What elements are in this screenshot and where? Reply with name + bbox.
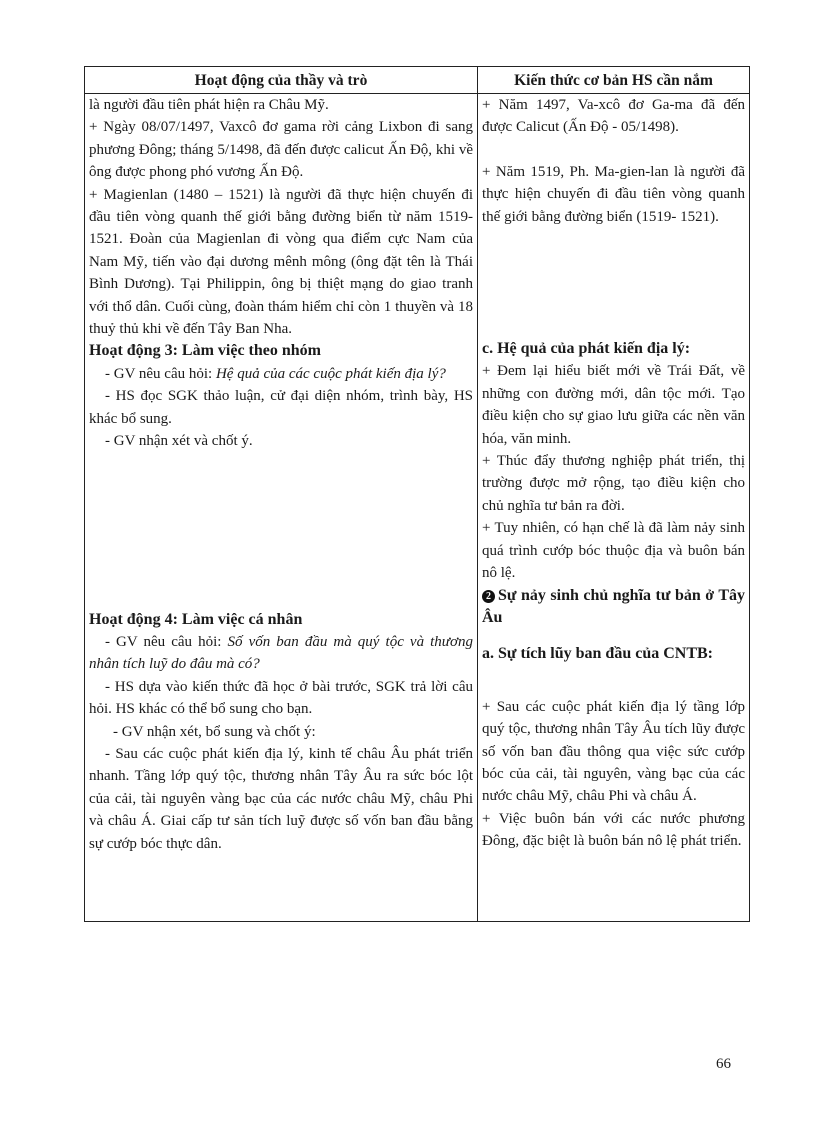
- spacer: [89, 855, 473, 921]
- section-2-heading: [482, 585, 745, 630]
- accumulation-1: + Sau các cuộc phát kiến địa lý tầng lớp quý tộc, thương nhân Tây Âu tích lũy được số vốn ban đầu thông qua việc sức cướp bóc của cải, tài nguyên, vàng bạc của các nước châu Mỹ, châu Phi và châu Á.: [482, 698, 745, 805]
- consequence-2: + Thúc đẩy thương nghiệp phát triển, thị trường được mở rộng, tạo điều kiện cho chủ nghĩa tư bản ra đời.: [482, 453, 745, 514]
- consequence-heading: c. Hệ quả của phát kiến địa lý:: [482, 340, 691, 358]
- spacer: [482, 139, 745, 161]
- gv-explanation-4: - Sau các cuộc phát kiến địa lý, kinh tế châu Âu phát triển nhanh. Tầng lớp quý tộc, thương nhân Tây Âu ra sức bóc lột của cải, tài nguyên vàng bạc của các nước châu Mỹ, châu Phi và châu Á. Giai cấp tư sản tích luỹ được số vốn ban đầu bằng sự cướp bóc thực dân.: [89, 745, 473, 852]
- activity-4-heading: Hoạt động 4: Làm việc cá nhân: [89, 610, 303, 628]
- gv-question-3: [89, 363, 473, 385]
- activities-cell: [85, 94, 478, 922]
- header-basic-knowledge: Kiến thức cơ bản HS cần nắm: [478, 67, 750, 94]
- gv-conclude-4: - GV nhận xét, bổ sung và chốt ý:: [113, 723, 316, 740]
- page-number: 66: [716, 1056, 731, 1072]
- activity-3-heading: Hoạt động 3: Làm việc theo nhóm: [89, 342, 321, 360]
- gv-question-4-text: Số vốn ban đầu mà quý tộc và thương nhân tích luỹ do đâu mà có?: [89, 633, 473, 673]
- header-teacher-student: Hoạt động của thầy và trò: [85, 67, 478, 94]
- section-2-title: Sự nảy sinh chủ nghĩa tư bản ở Tây Âu: [482, 586, 745, 626]
- gv-question-3-prefix: - GV nêu câu hỏi:: [105, 365, 216, 382]
- right-para-vasco: + Năm 1497, Va-xcô đơ Ga-ma đã đến được Calicut (Ấn Độ - 05/1498).: [482, 97, 745, 136]
- right-para-magellan: + Năm 1519, Ph. Ma-gien-lan là người đã thực hiện chuyến đi đầu tiên vòng quanh thế giới bằng đường biển (1519- 1521).: [482, 163, 745, 225]
- gv-question-4: [89, 631, 473, 676]
- gv-question-3-text: Hệ quả của các cuộc phát kiến địa lý?: [215, 365, 446, 382]
- number-2-marker-icon: 2: [482, 590, 495, 603]
- spacer: [89, 453, 473, 609]
- gv-question-4-prefix: - GV nêu câu hỏi:: [105, 633, 228, 650]
- hs-task-4: - HS dựa vào kiến thức đã học ở bài trước, SGK trả lời câu hỏi. HS khác có thể bổ sung cho bạn.: [89, 678, 473, 718]
- left-para-vasco: + Ngày 08/07/1497, Vaxcô đơ gama rời cảng Lixbon đi sang phương Đông; tháng 5/1498, đã đến được calicut Ấn Độ, khi về ông được phong phó vương Ấn Độ.: [89, 119, 473, 181]
- spacer: [482, 666, 745, 696]
- left-para-magellan: + Magienlan (1480 – 1521) là người đã thực hiện chuyến đi đầu tiên vòng quanh thế giới bằng đường biển từ năm 1519- 1521. Đoàn của Magienlan đi vòng qua điểm cực Nam của Nam Mỹ, tiến vào đại dương mênh mông (ông đặt tên là Thái Bình Dương). Tại Philippin, ông bị thiệt mạng do giao tranh với thổ dân. Cuối cùng, đoàn thám hiểm chỉ còn 1 thuyền và 18 thuỷ thủ khi về đến Tây Ban Nha.: [89, 186, 473, 338]
- accumulation-heading: a. Sự tích lũy ban đầu của CNTB:: [482, 645, 713, 663]
- left-para-columbus: là người đầu tiên phát hiện ra Châu Mỹ.: [89, 97, 329, 113]
- lesson-table: [84, 66, 750, 922]
- knowledge-cell: [478, 94, 750, 922]
- spacer: [482, 228, 745, 338]
- accumulation-2: + Việc buôn bán với các nước phương Đông, đặc biệt là buôn bán nô lệ phát triển.: [482, 810, 745, 850]
- consequence-1: + Đem lại hiểu biết mới về Trái Đất, về những con đường mới, dân tộc mới. Tạo điều kiện cho sự giao lưu giữa các nền văn hóa, văn minh.: [482, 363, 745, 447]
- consequence-3: + Tuy nhiên, có hạn chế là đã làm nảy sinh quá trình cướp bóc thuộc địa và buôn bán nô lệ.: [482, 520, 745, 582]
- table-header-row: [85, 67, 750, 94]
- hs-task-3: - HS đọc SGK thảo luận, cử đại diện nhóm, trình bày, HS khác bổ sung.: [89, 388, 473, 427]
- gv-conclude-3: - GV nhận xét và chốt ý.: [105, 433, 253, 450]
- table-body-row: [85, 94, 750, 922]
- spacer: [482, 629, 745, 643]
